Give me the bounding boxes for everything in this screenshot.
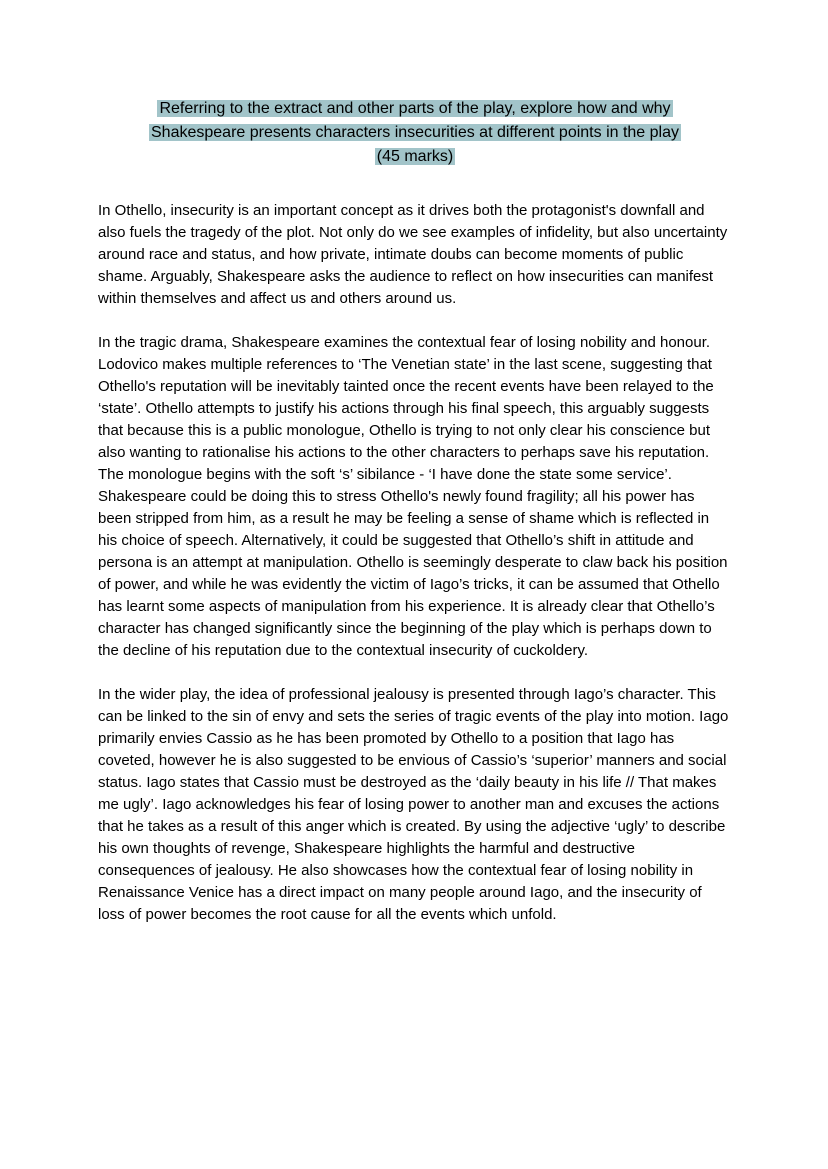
essay-question-title (98, 97, 732, 169)
title-line-1 (98, 97, 732, 121)
highlighted-title-text: Referring to the extract and other parts of the play, explore how and why (159, 100, 671, 117)
document-content (98, 97, 732, 926)
essay-paragraph-intro: In Othello, insecurity is an important concept as it drives both the protagonist's downfall and also fuels the tragedy of the plot. Not only do we see examples of infidelity, but also uncertainty around race and status, and how private, intimate doubs can become moments of public shame. Arguably, Shakespeare asks the audience to reflect on how insecurities can manifest within themselves and affect us and others around us. (98, 202, 728, 307)
title-line-2 (98, 121, 732, 145)
highlighted-title-text: Shakespeare presents characters insecurities at different points in the play (151, 124, 679, 141)
title-line-3 (98, 145, 732, 169)
essay-paragraph-jealousy: In the wider play, the idea of professional jealousy is presented through Iago’s character. This can be linked to the sin of envy and sets the series of tragic events of the play into motion. Iago primarily envies Cassio as he has been promoted by Othello to a position that Iago has coveted, however he is also suggested to be envious of Cassio’s ‘superior’ manners and social status. Iago states that Cassio must be destroyed as the ‘daily beauty in his life // That makes me ugly’. Iago acknowledges his fear of losing power to another man and excuses the actions that he takes as a result of this anger which is created. By using the adjective ‘ugly’ to describe his own thoughts of revenge, Shakespeare highlights the harmful and destructive consequences of jealousy. He also showcases how the contextual fear of losing nobility in Renaissance Venice has a direct impact on many people around Iago, and the insecurity of loss of power becomes the root cause for all the events which unfold. (98, 686, 729, 923)
highlighted-title-text: (45 marks) (376, 148, 454, 165)
essay-paragraph-nobility: In the tragic drama, Shakespeare examines the contextual fear of losing nobility and honour. Lodovico makes multiple references to ‘The Venetian state’ in the last scene, suggesting that Othello's reputation will be inevitably tainted once the recent events have been relayed to the ‘state’. Othello attempts to justify his actions through his final speech, this arguably suggests that because this is a public monologue, Othello is trying to not only clear his conscience but also wanting to rationalise his actions to the other characters to perhaps save his reputation. The monologue begins with the soft ‘s’ sibilance - ‘I have done the state some service’. Shakespeare could be doing this to stress Othello's newly found fragility; all his power has been stripped from him, as a result he may be feeling a sense of shame which is reflected in his choice of speech. Alternatively, it could be suggested that Othello’s shift in attitude and persona is an attempt at manipulation. Othello is seemingly desperate to claw back his position of power, and while he was evidently the victim of Iago’s tricks, it can be assumed that Othello has learnt some aspects of manipulation from his experience. It is already clear that Othello’s character has changed significantly since the beginning of the play which is perhaps down to the decline of his reputation due to the contextual insecurity of cuckoldery. (98, 334, 728, 659)
essay-body (98, 200, 732, 926)
